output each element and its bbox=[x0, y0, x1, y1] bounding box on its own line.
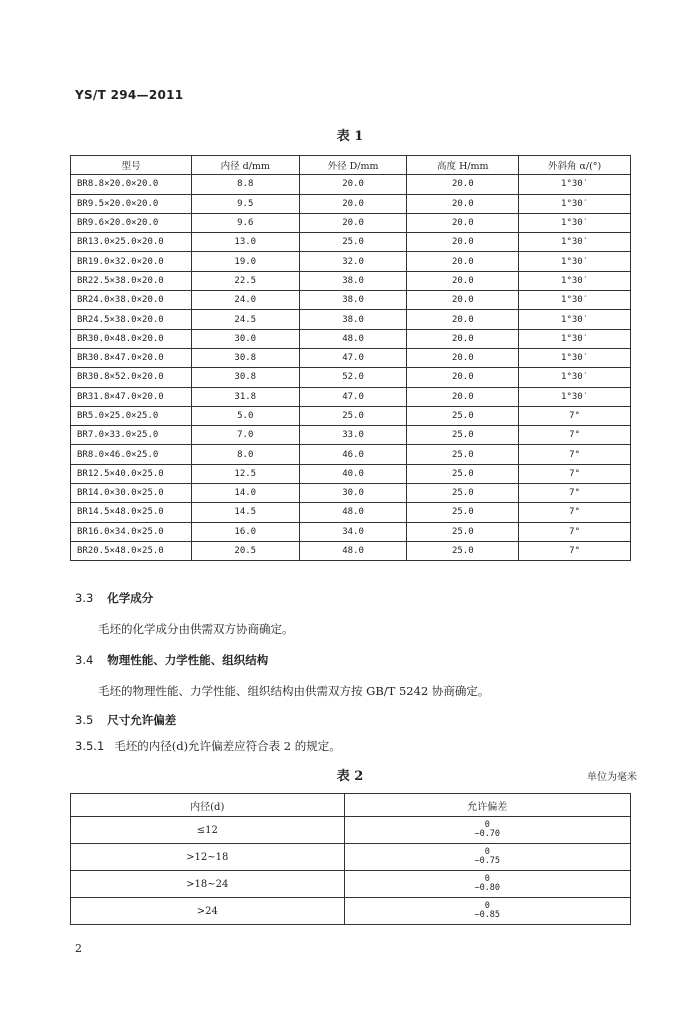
table2-cell-range: ≤12 bbox=[71, 817, 345, 844]
table1-cell-inner-diameter: 22.5 bbox=[191, 271, 299, 290]
table1-cell-outer-diameter: 38.0 bbox=[299, 271, 407, 290]
table1-cell-model: BR30.8×52.0×20.0 bbox=[71, 368, 192, 387]
tolerance-upper: 0 bbox=[484, 901, 490, 911]
table1-cell-height: 25.0 bbox=[407, 445, 519, 464]
table1-cell-inner-diameter: 24.0 bbox=[191, 291, 299, 310]
table1-cell-model: BR20.5×48.0×25.0 bbox=[71, 541, 192, 560]
table1-cell-model: BR12.5×40.0×25.0 bbox=[71, 464, 192, 483]
table1-cell-outer-angle: 7° bbox=[519, 464, 631, 483]
table1-cell-height: 20.0 bbox=[407, 213, 519, 232]
table1-cell-model: BR30.8×47.0×20.0 bbox=[71, 348, 192, 367]
table1-cell-outer-diameter: 32.0 bbox=[299, 252, 407, 271]
table1-cell-outer-angle: 7° bbox=[519, 426, 631, 445]
table1-cell-outer-diameter: 20.0 bbox=[299, 194, 407, 213]
table1-cell-height: 20.0 bbox=[407, 329, 519, 348]
table1-cell-outer-diameter: 48.0 bbox=[299, 503, 407, 522]
table1-cell-model: BR7.0×33.0×25.0 bbox=[71, 426, 192, 445]
table1-cell-outer-angle: 1°30′ bbox=[519, 291, 631, 310]
table1-cell-model: BR13.0×25.0×20.0 bbox=[71, 233, 192, 252]
table1-cell-model: BR5.0×25.0×25.0 bbox=[71, 406, 192, 425]
table1-cell-model: BR9.5×20.0×20.0 bbox=[71, 194, 192, 213]
table2-header-tolerance: 允许偏差 bbox=[344, 794, 630, 817]
section-3-5-heading bbox=[75, 712, 176, 728]
table1-cell-height: 20.0 bbox=[407, 252, 519, 271]
table2-cell-tolerance bbox=[344, 871, 630, 898]
table1-cell-inner-diameter: 8.8 bbox=[191, 175, 299, 194]
table1-cell-outer-angle: 1°30′ bbox=[519, 387, 631, 406]
table1-cell-height: 25.0 bbox=[407, 541, 519, 560]
section-3-3-text: 毛坯的化学成分由供需双方协商确定。 bbox=[98, 622, 294, 636]
table-row bbox=[71, 484, 631, 503]
table1-cell-height: 25.0 bbox=[407, 464, 519, 483]
table1-cell-outer-angle: 1°30′ bbox=[519, 252, 631, 271]
table1-cell-model: BR9.6×20.0×20.0 bbox=[71, 213, 192, 232]
table1-cell-outer-angle: 1°30′ bbox=[519, 271, 631, 290]
table1-cell-model: BR19.0×32.0×20.0 bbox=[71, 252, 192, 271]
section-number: 3.5 bbox=[75, 713, 94, 727]
table1-cell-outer-diameter: 34.0 bbox=[299, 522, 407, 541]
tolerance-lower: −0.75 bbox=[474, 856, 501, 866]
table1-cell-height: 20.0 bbox=[407, 348, 519, 367]
table2-cell-tolerance bbox=[344, 844, 630, 871]
table-row bbox=[71, 464, 631, 483]
table1-cell-height: 25.0 bbox=[407, 406, 519, 425]
table1-cell-outer-diameter: 25.0 bbox=[299, 406, 407, 425]
table-row bbox=[71, 368, 631, 387]
table2-header-inner-diameter: 内径(d) bbox=[71, 794, 345, 817]
table1-cell-inner-diameter: 12.5 bbox=[191, 464, 299, 483]
table1-cell-outer-angle: 1°30′ bbox=[519, 310, 631, 329]
table1-cell-inner-diameter: 30.8 bbox=[191, 348, 299, 367]
table1-cell-outer-angle: 7° bbox=[519, 406, 631, 425]
table1-cell-outer-diameter: 20.0 bbox=[299, 175, 407, 194]
page-number: 2 bbox=[75, 942, 82, 955]
table2-unit-note: 单位为毫米 bbox=[587, 772, 637, 783]
table1-cell-model: BR24.0×38.0×20.0 bbox=[71, 291, 192, 310]
tolerance-lower: −0.70 bbox=[474, 829, 501, 839]
table1-cell-outer-angle: 7° bbox=[519, 484, 631, 503]
table1-cell-height: 20.0 bbox=[407, 194, 519, 213]
section-3-3-heading bbox=[75, 590, 153, 606]
table1-cell-inner-diameter: 9.6 bbox=[191, 213, 299, 232]
tolerance-stack bbox=[474, 848, 500, 866]
table1-cell-model: BR8.0×46.0×25.0 bbox=[71, 445, 192, 464]
table1-cell-outer-angle: 7° bbox=[519, 503, 631, 522]
table1-cell-outer-diameter: 20.0 bbox=[299, 213, 407, 232]
table1-cell-inner-diameter: 7.0 bbox=[191, 426, 299, 445]
table-row bbox=[71, 426, 631, 445]
table1 bbox=[70, 155, 631, 561]
table1-cell-outer-angle: 1°30′ bbox=[519, 348, 631, 367]
table-row bbox=[71, 522, 631, 541]
tolerance-lower: −0.80 bbox=[474, 883, 501, 893]
table1-cell-outer-angle: 7° bbox=[519, 541, 631, 560]
table1-cell-inner-diameter: 30.8 bbox=[191, 368, 299, 387]
table1-cell-outer-diameter: 48.0 bbox=[299, 329, 407, 348]
section-number: 3.3 bbox=[75, 591, 94, 605]
table1-cell-inner-diameter: 8.0 bbox=[191, 445, 299, 464]
table1-cell-outer-angle: 1°30′ bbox=[519, 213, 631, 232]
table1-cell-height: 20.0 bbox=[407, 387, 519, 406]
table1-cell-outer-diameter: 52.0 bbox=[299, 368, 407, 387]
table2-cell-tolerance bbox=[344, 898, 630, 925]
table1-cell-outer-angle: 1°30′ bbox=[519, 233, 631, 252]
table1-cell-model: BR14.5×48.0×25.0 bbox=[71, 503, 192, 522]
section-title: 物理性能、力学性能、组织结构 bbox=[107, 653, 269, 667]
section-number: 3.4 bbox=[75, 653, 94, 667]
tolerance-upper: 0 bbox=[484, 847, 490, 857]
table1-cell-inner-diameter: 31.8 bbox=[191, 387, 299, 406]
tolerance-stack bbox=[474, 902, 500, 920]
table1-cell-outer-diameter: 30.0 bbox=[299, 484, 407, 503]
table1-cell-outer-diameter: 47.0 bbox=[299, 387, 407, 406]
table1-cell-inner-diameter: 16.0 bbox=[191, 522, 299, 541]
table1-cell-model: BR31.8×47.0×20.0 bbox=[71, 387, 192, 406]
table1-cell-model: BR14.0×30.0×25.0 bbox=[71, 484, 192, 503]
table1-cell-height: 25.0 bbox=[407, 426, 519, 445]
table1-cell-outer-diameter: 48.0 bbox=[299, 541, 407, 560]
table1-cell-outer-diameter: 38.0 bbox=[299, 310, 407, 329]
table2-cell-range: >12~18 bbox=[71, 844, 345, 871]
table2-cell-range: >24 bbox=[71, 898, 345, 925]
table1-header-outer-diameter: 外径 D/mm bbox=[299, 156, 407, 175]
table1-header-inner-diameter: 内径 d/mm bbox=[191, 156, 299, 175]
table1-cell-height: 20.0 bbox=[407, 291, 519, 310]
table1-cell-inner-diameter: 14.0 bbox=[191, 484, 299, 503]
table1-cell-outer-diameter: 47.0 bbox=[299, 348, 407, 367]
table-row bbox=[71, 194, 631, 213]
table1-cell-inner-diameter: 9.5 bbox=[191, 194, 299, 213]
tolerance-upper: 0 bbox=[484, 874, 490, 884]
table-row bbox=[71, 817, 631, 844]
table-row bbox=[71, 233, 631, 252]
table-row bbox=[71, 348, 631, 367]
table1-cell-inner-diameter: 13.0 bbox=[191, 233, 299, 252]
table1-cell-inner-diameter: 19.0 bbox=[191, 252, 299, 271]
table1-cell-model: BR8.8×20.0×20.0 bbox=[71, 175, 192, 194]
section-3-4-heading bbox=[75, 652, 268, 668]
table1-cell-outer-diameter: 38.0 bbox=[299, 291, 407, 310]
section-title: 化学成分 bbox=[107, 591, 154, 605]
section-text: 毛坯的内径(d)允许偏差应符合表 2 的规定。 bbox=[114, 739, 341, 753]
table1-cell-model: BR30.0×48.0×20.0 bbox=[71, 329, 192, 348]
table1-cell-inner-diameter: 30.0 bbox=[191, 329, 299, 348]
table1-caption: 表 1 bbox=[336, 129, 364, 144]
tolerance-stack bbox=[474, 821, 500, 839]
table-row bbox=[71, 310, 631, 329]
table-row bbox=[71, 252, 631, 271]
table1-cell-outer-angle: 1°30′ bbox=[519, 329, 631, 348]
table1-header-row bbox=[71, 156, 631, 175]
table1-cell-inner-diameter: 24.5 bbox=[191, 310, 299, 329]
table1-cell-inner-diameter: 5.0 bbox=[191, 406, 299, 425]
table-row bbox=[71, 898, 631, 925]
table2-header-row bbox=[71, 794, 631, 817]
table1-cell-outer-diameter: 33.0 bbox=[299, 426, 407, 445]
table-row bbox=[71, 503, 631, 522]
table1-cell-height: 20.0 bbox=[407, 271, 519, 290]
table1-cell-outer-angle: 1°30′ bbox=[519, 368, 631, 387]
table1-cell-inner-diameter: 14.5 bbox=[191, 503, 299, 522]
table1-cell-height: 25.0 bbox=[407, 503, 519, 522]
table1-cell-height: 20.0 bbox=[407, 310, 519, 329]
table-row bbox=[71, 175, 631, 194]
section-number: 3.5.1 bbox=[75, 739, 105, 753]
section-3-4-text: 毛坯的物理性能、力学性能、组织结构由供需双方按 GB/T 5242 协商确定。 bbox=[98, 684, 490, 698]
section-3-5-1-clause bbox=[75, 738, 341, 754]
table1-cell-model: BR22.5×38.0×20.0 bbox=[71, 271, 192, 290]
table2-cell-range: >18~24 bbox=[71, 871, 345, 898]
tolerance-lower: −0.85 bbox=[474, 910, 501, 920]
table-row bbox=[71, 844, 631, 871]
table-row bbox=[71, 406, 631, 425]
table1-cell-outer-diameter: 25.0 bbox=[299, 233, 407, 252]
standard-code: YS/T 294—2011 bbox=[75, 88, 184, 102]
table-row bbox=[71, 291, 631, 310]
table-row bbox=[71, 445, 631, 464]
table2-caption: 表 2 bbox=[336, 769, 364, 784]
table1-header-outer-angle: 外斜角 α/(°) bbox=[519, 156, 631, 175]
table1-cell-inner-diameter: 20.5 bbox=[191, 541, 299, 560]
table1-cell-model: BR24.5×38.0×20.0 bbox=[71, 310, 192, 329]
table1-cell-model: BR16.0×34.0×25.0 bbox=[71, 522, 192, 541]
section-title: 尺寸允许偏差 bbox=[107, 713, 177, 727]
table1-cell-height: 20.0 bbox=[407, 368, 519, 387]
tolerance-upper: 0 bbox=[484, 820, 490, 830]
tolerance-stack bbox=[474, 875, 500, 893]
table1-header-model: 型号 bbox=[71, 156, 192, 175]
table1-cell-height: 20.0 bbox=[407, 233, 519, 252]
table2 bbox=[70, 793, 631, 925]
table1-cell-outer-angle: 7° bbox=[519, 522, 631, 541]
table1-cell-height: 20.0 bbox=[407, 175, 519, 194]
table-row bbox=[71, 271, 631, 290]
table-row bbox=[71, 329, 631, 348]
table1-header-height: 高度 H/mm bbox=[407, 156, 519, 175]
table1-cell-outer-angle: 7° bbox=[519, 445, 631, 464]
table1-cell-outer-angle: 1°30′ bbox=[519, 194, 631, 213]
table1-cell-outer-angle: 1°30′ bbox=[519, 175, 631, 194]
table-row bbox=[71, 871, 631, 898]
table1-cell-outer-diameter: 40.0 bbox=[299, 464, 407, 483]
table1-cell-outer-diameter: 46.0 bbox=[299, 445, 407, 464]
table1-cell-height: 25.0 bbox=[407, 484, 519, 503]
table-row bbox=[71, 213, 631, 232]
table-row bbox=[71, 387, 631, 406]
table2-cell-tolerance bbox=[344, 817, 630, 844]
table1-cell-height: 25.0 bbox=[407, 522, 519, 541]
table-row bbox=[71, 541, 631, 560]
